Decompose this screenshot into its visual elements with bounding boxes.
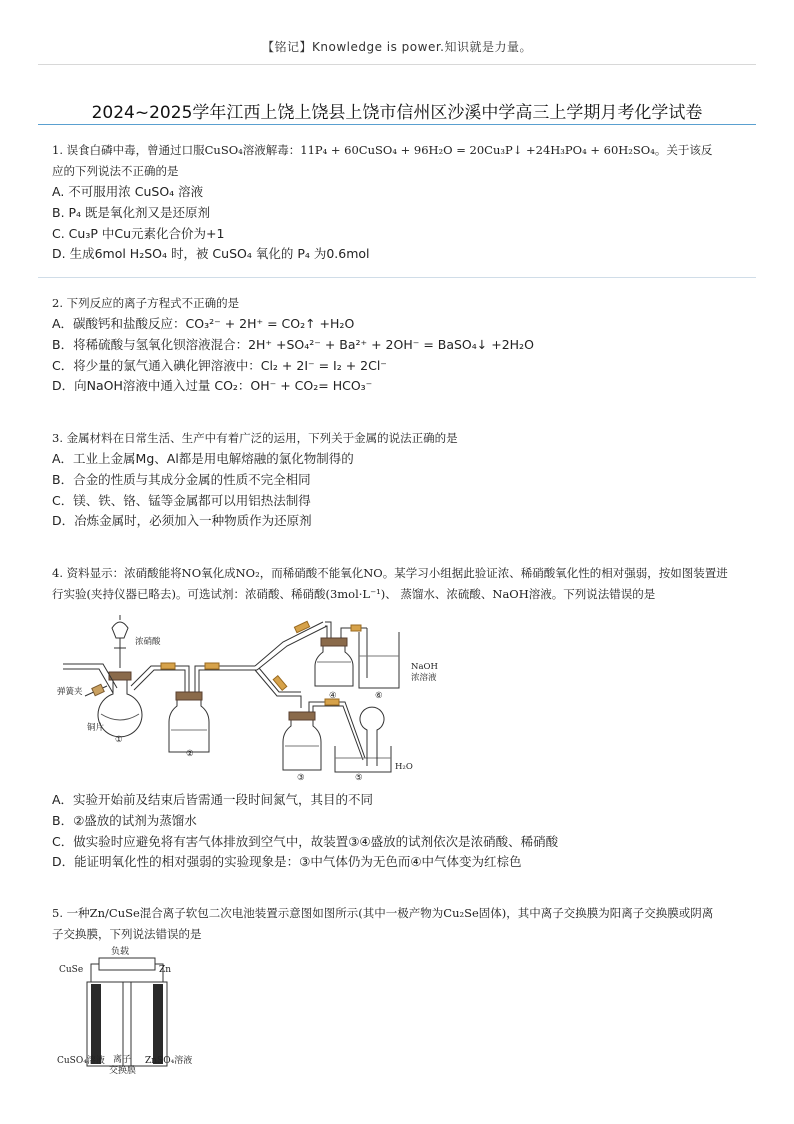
question-2-option-c: C．将少量的氯气通入碘化钾溶液中：Cl₂ + 2I⁻ = I₂ + 2Cl⁻ [52, 357, 387, 373]
bottle-4 [315, 644, 353, 686]
fig5-label-cuse: CuSe [59, 965, 84, 975]
fig4-label-spring-clamp: 弹簧夹 [57, 687, 83, 697]
question-2-stem: 2. 下列反应的离子方程式不正确的是 [52, 296, 240, 310]
question-divider [38, 277, 756, 278]
question-1-option-d: D. 生成6mol H₂SO₄ 时，被 CuSO₄ 氧化的 P₄ 为0.6mol [52, 246, 370, 262]
fig4-number-1: ① [115, 735, 123, 745]
bottle-2 [169, 698, 209, 752]
load-box [99, 958, 155, 970]
question-3-option-c: C．镁、铁、铬、锰等金属都可以用铝热法制得 [52, 492, 311, 508]
question-5-stem-line: 5. 一种Zn/CuSe混合离子软包二次电池装置示意图如图所示(其中一极产物为Cu₂Se固体)，其中离子交换膜为阳离子交换膜或阴离 [52, 906, 714, 920]
question-3-option-a: A．工业上金属Mg、Al都是用电解熔融的氯化物制得的 [52, 451, 354, 466]
question-3-option-d: D．冶炼金属时，必须加入一种物质作为还原剂 [52, 513, 312, 529]
fig4-number-5: ⑤ [355, 773, 363, 781]
fig5-label-membrane-1: 离子 [113, 1055, 132, 1065]
question-1-option-a: A. 不可服用浓 CuSO₄ 溶液 [52, 184, 204, 199]
beaker-6 [359, 632, 399, 688]
question-2-option-b: B．将稀硫酸与氢氧化钡溶液混合：2H⁺ +SO₄²⁻ + Ba²⁺ + 2OH⁻ = BaSO₄↓ +2H₂O [52, 336, 534, 352]
nitric-acid-apparatus-figure [55, 606, 455, 781]
fig5-label-load: 负载 [111, 947, 130, 957]
fig4-label-naoh: NaOH [411, 662, 438, 672]
question-3-option-b: B．合金的性质与其成分金属的性质不完全相同 [52, 471, 311, 487]
zn-electrode [153, 984, 163, 1064]
question-5-stem-line: 子交换膜，下列说法错误的是 [52, 927, 202, 941]
fig4-number-6: ⑥ [375, 691, 383, 701]
fig4-label-concentrated-solution: 浓溶液 [411, 673, 437, 683]
question-1-option-c: C. Cu₃P 中Cu元素化合价为+1 [52, 225, 225, 241]
battery-diagram-figure [55, 942, 215, 1082]
question-5-stem [52, 903, 752, 945]
fig4-label-water: H₂O [395, 762, 413, 772]
fig4-number-3: ③ [297, 773, 305, 781]
fig5-label-membrane-2: 交换膜 [109, 1066, 137, 1076]
question-1 [52, 140, 752, 265]
question-4-option-a: A．实验开始前及结束后皆需通一段时间氮气，其目的不同 [52, 792, 374, 807]
question-4-stem-line: 4. 资料显示：浓硝酸能将NO氧化成NO₂，而稀硝酸不能氧化NO。某学习小组据此验证浓、稀硝酸氧化性的相对强弱，按如图装置进 [52, 566, 728, 580]
cuse-electrode [91, 984, 101, 1064]
question-4-stem [52, 563, 752, 605]
fig5-label-zn: Zn [159, 965, 172, 975]
fig4-label-concentrated-nitric-acid: 浓硝酸 [135, 637, 161, 647]
fig5-label-znso4: ZnSO₄溶液 [145, 1056, 193, 1066]
question-1-stem-line: 应的下列说法不正确的是 [52, 164, 179, 178]
motto-divider [38, 64, 756, 65]
question-2-option-d: D．向NaOH溶液中通入过量 CO₂：OH⁻ + CO₂= HCO₃⁻ [52, 378, 373, 394]
page-title: 2024~2025学年江西上饶上饶县上饶市信州区沙溪中学高三上学期月考化学试卷 [91, 103, 703, 123]
title-divider [38, 124, 756, 125]
fig4-number-2: ② [186, 749, 194, 759]
fig4-number-4: ④ [329, 691, 337, 701]
gas-collection-bulb [360, 707, 384, 766]
fig4-label-copper-sheet: 铜片 [87, 723, 105, 733]
question-5 [52, 903, 752, 945]
question-4-option-b: B．②盛放的试剂为蒸馏水 [52, 812, 197, 828]
question-1-stem-line: 1. 误食白磷中毒，曾通过口服CuSO₄溶液解毒：11P₄ + 60CuSO₄ + 96H₂O = 20Cu₃P↓ +24H₃PO₄ + 60H₂SO₄。关于该反 [52, 143, 713, 157]
bottle-3 [283, 718, 321, 770]
question-4-option-c: C．做实验时应避免将有害气体排放到空气中，故装置③④盛放的试剂依次是浓硝酸、稀硝酸 [52, 833, 559, 849]
separatory-funnel [112, 622, 128, 638]
question-2-option-a: A．碳酸钙和盐酸反应：CO₃²⁻ + 2H⁺ = CO₂↑ +H₂O [52, 316, 355, 331]
question-4-options [52, 790, 752, 873]
question-3 [52, 428, 752, 532]
question-2 [52, 293, 752, 397]
question-4-option-d: D．能证明氧化性的相对强弱的实验现象是：③中气体仍为无色而④中气体变为红棕色 [52, 854, 522, 870]
motto: 【铭记】Knowledge is power.知识就是力量。 [262, 40, 532, 54]
fig5-label-cuso4: CuSO₄溶液 [57, 1056, 105, 1066]
question-1-option-b: B. P₄ 既是氧化剂又是还原剂 [52, 204, 211, 220]
ion-exchange-membrane [123, 982, 131, 1066]
question-3-stem: 3. 金属材料在日常生活、生产中有着广泛的运用，下列关于金属的说法正确的是 [52, 431, 458, 445]
question-1-stem [52, 140, 752, 182]
question-4-stem-line: 行实验(夹持仪器已略去)。可选试剂：浓硝酸、稀硝酸(3mol·L⁻¹)、 蒸馏水、浓硫酸、NaOH溶液。下列说法错误的是 [52, 587, 656, 601]
question-4 [52, 563, 752, 605]
